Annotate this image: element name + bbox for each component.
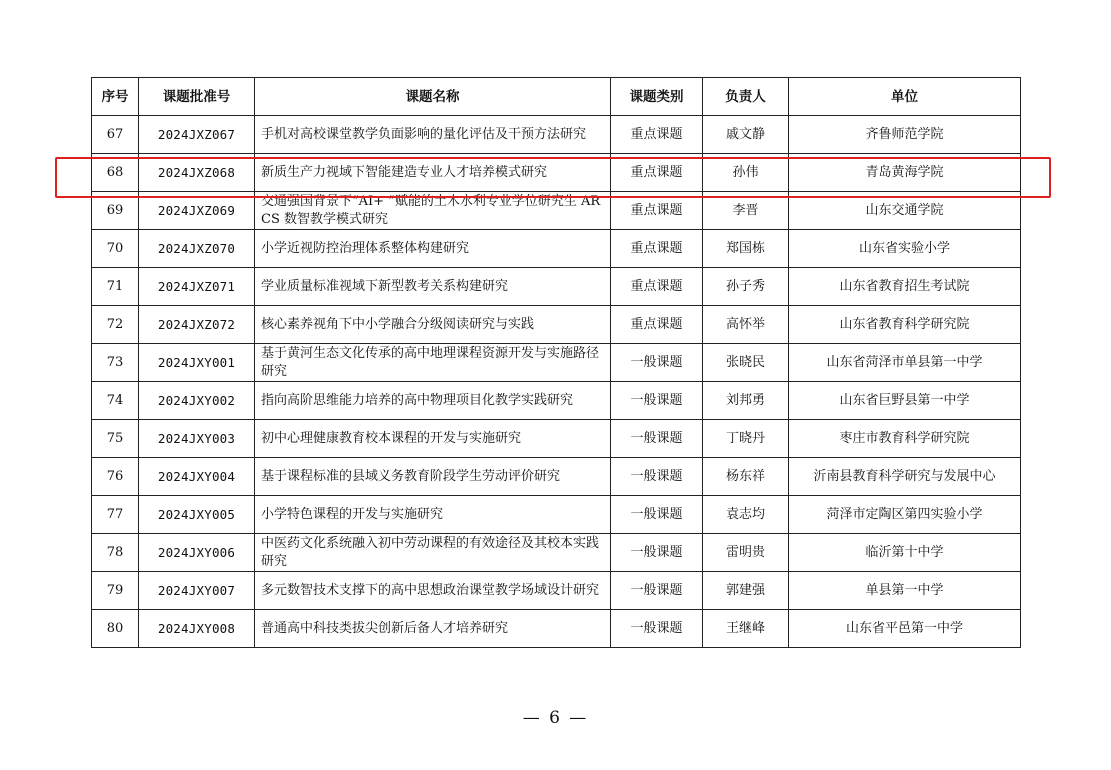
header-leader: 负责人	[703, 78, 789, 116]
table-row	[92, 572, 1021, 610]
cell-leader: 雷明贵	[703, 534, 789, 572]
table-row	[92, 344, 1021, 382]
cell-title: 交通强国背景下“AI+ ”赋能的土木水利专业学位研究生 ARCS 数智教学模式研究	[255, 192, 611, 230]
cell-code: 2024JXZ068	[139, 154, 255, 192]
cell-no: 68	[92, 154, 139, 192]
cell-title: 手机对高校课堂教学负面影响的量化评估及干预方法研究	[255, 116, 611, 154]
cell-code: 2024JXY007	[139, 572, 255, 610]
cell-leader: 李晋	[703, 192, 789, 230]
cell-title: 中医药文化系统融入初中劳动课程的有效途径及其校本实践研究	[255, 534, 611, 572]
table-row	[92, 420, 1021, 458]
cell-title: 初中心理健康教育校本课程的开发与实施研究	[255, 420, 611, 458]
cell-no: 77	[92, 496, 139, 534]
cell-no: 79	[92, 572, 139, 610]
cell-leader: 王继峰	[703, 610, 789, 648]
cell-category: 重点课题	[611, 268, 703, 306]
cell-title: 基于黄河生态文化传承的高中地理课程资源开发与实施路径研究	[255, 344, 611, 382]
cell-code: 2024JXY004	[139, 458, 255, 496]
header-category: 课题类别	[611, 78, 703, 116]
cell-unit: 青岛黄海学院	[789, 154, 1021, 192]
cell-unit: 临沂第十中学	[789, 534, 1021, 572]
cell-category: 重点课题	[611, 116, 703, 154]
cell-category: 一般课题	[611, 534, 703, 572]
header-code: 课题批准号	[139, 78, 255, 116]
cell-code: 2024JXZ070	[139, 230, 255, 268]
cell-unit: 齐鲁师范学院	[789, 116, 1021, 154]
cell-code: 2024JXZ072	[139, 306, 255, 344]
cell-unit: 山东省实验小学	[789, 230, 1021, 268]
table-row	[92, 496, 1021, 534]
table-row-highlighted	[92, 154, 1021, 192]
cell-category: 一般课题	[611, 382, 703, 420]
cell-leader: 杨东祥	[703, 458, 789, 496]
cell-no: 76	[92, 458, 139, 496]
table-header-row	[92, 78, 1021, 116]
cell-category: 重点课题	[611, 230, 703, 268]
cell-leader: 袁志均	[703, 496, 789, 534]
cell-unit: 山东省平邑第一中学	[789, 610, 1021, 648]
cell-category: 一般课题	[611, 458, 703, 496]
cell-leader: 张晓民	[703, 344, 789, 382]
cell-code: 2024JXZ067	[139, 116, 255, 154]
table-row	[92, 382, 1021, 420]
table-row	[92, 192, 1021, 230]
page-number: — 6 —	[522, 708, 589, 728]
cell-code: 2024JXY008	[139, 610, 255, 648]
cell-leader: 刘邦勇	[703, 382, 789, 420]
cell-leader: 高怀举	[703, 306, 789, 344]
cell-no: 70	[92, 230, 139, 268]
table-row	[92, 458, 1021, 496]
project-table	[91, 77, 1021, 648]
cell-no: 67	[92, 116, 139, 154]
cell-code: 2024JXZ069	[139, 192, 255, 230]
table-row	[92, 230, 1021, 268]
cell-category: 重点课题	[611, 306, 703, 344]
cell-no: 71	[92, 268, 139, 306]
cell-code: 2024JXZ071	[139, 268, 255, 306]
cell-unit: 枣庄市教育科学研究院	[789, 420, 1021, 458]
cell-unit: 山东省教育招生考试院	[789, 268, 1021, 306]
cell-code: 2024JXY003	[139, 420, 255, 458]
cell-no: 69	[92, 192, 139, 230]
table-row	[92, 306, 1021, 344]
cell-unit: 山东省教育科学研究院	[789, 306, 1021, 344]
cell-no: 74	[92, 382, 139, 420]
cell-leader: 丁晓丹	[703, 420, 789, 458]
cell-code: 2024JXY001	[139, 344, 255, 382]
header-no: 序号	[92, 78, 139, 116]
cell-leader: 孙子秀	[703, 268, 789, 306]
cell-no: 75	[92, 420, 139, 458]
cell-leader: 孙伟	[703, 154, 789, 192]
cell-category: 一般课题	[611, 496, 703, 534]
cell-code: 2024JXY005	[139, 496, 255, 534]
cell-title: 小学近视防控治理体系整体构建研究	[255, 230, 611, 268]
cell-unit: 山东交通学院	[789, 192, 1021, 230]
cell-category: 一般课题	[611, 572, 703, 610]
table-row	[92, 610, 1021, 648]
cell-unit: 山东省菏泽市单县第一中学	[789, 344, 1021, 382]
cell-title: 小学特色课程的开发与实施研究	[255, 496, 611, 534]
cell-no: 80	[92, 610, 139, 648]
cell-category: 重点课题	[611, 192, 703, 230]
header-unit: 单位	[789, 78, 1021, 116]
cell-unit: 沂南县教育科学研究与发展中心	[789, 458, 1021, 496]
cell-title: 学业质量标准视域下新型教考关系构建研究	[255, 268, 611, 306]
cell-title: 新质生产力视域下智能建造专业人才培养模式研究	[255, 154, 611, 192]
cell-no: 72	[92, 306, 139, 344]
cell-title: 多元数智技术支撑下的高中思想政治课堂教学场域设计研究	[255, 572, 611, 610]
cell-unit: 山东省巨野县第一中学	[789, 382, 1021, 420]
cell-title: 普通高中科技类拔尖创新后备人才培养研究	[255, 610, 611, 648]
header-title: 课题名称	[255, 78, 611, 116]
cell-title: 基于课程标准的县域义务教育阶段学生劳动评价研究	[255, 458, 611, 496]
table-row	[92, 268, 1021, 306]
cell-category: 一般课题	[611, 420, 703, 458]
cell-unit: 单县第一中学	[789, 572, 1021, 610]
cell-leader: 郑国栋	[703, 230, 789, 268]
cell-category: 一般课题	[611, 344, 703, 382]
cell-title: 核心素养视角下中小学融合分级阅读研究与实践	[255, 306, 611, 344]
cell-unit: 菏泽市定陶区第四实验小学	[789, 496, 1021, 534]
cell-code: 2024JXY002	[139, 382, 255, 420]
cell-leader: 戚文静	[703, 116, 789, 154]
cell-category: 一般课题	[611, 610, 703, 648]
cell-no: 78	[92, 534, 139, 572]
table-row	[92, 534, 1021, 572]
cell-leader: 郭建强	[703, 572, 789, 610]
table-row	[92, 116, 1021, 154]
cell-category: 重点课题	[611, 154, 703, 192]
cell-no: 73	[92, 344, 139, 382]
cell-code: 2024JXY006	[139, 534, 255, 572]
cell-title: 指向高阶思维能力培养的高中物理项目化教学实践研究	[255, 382, 611, 420]
